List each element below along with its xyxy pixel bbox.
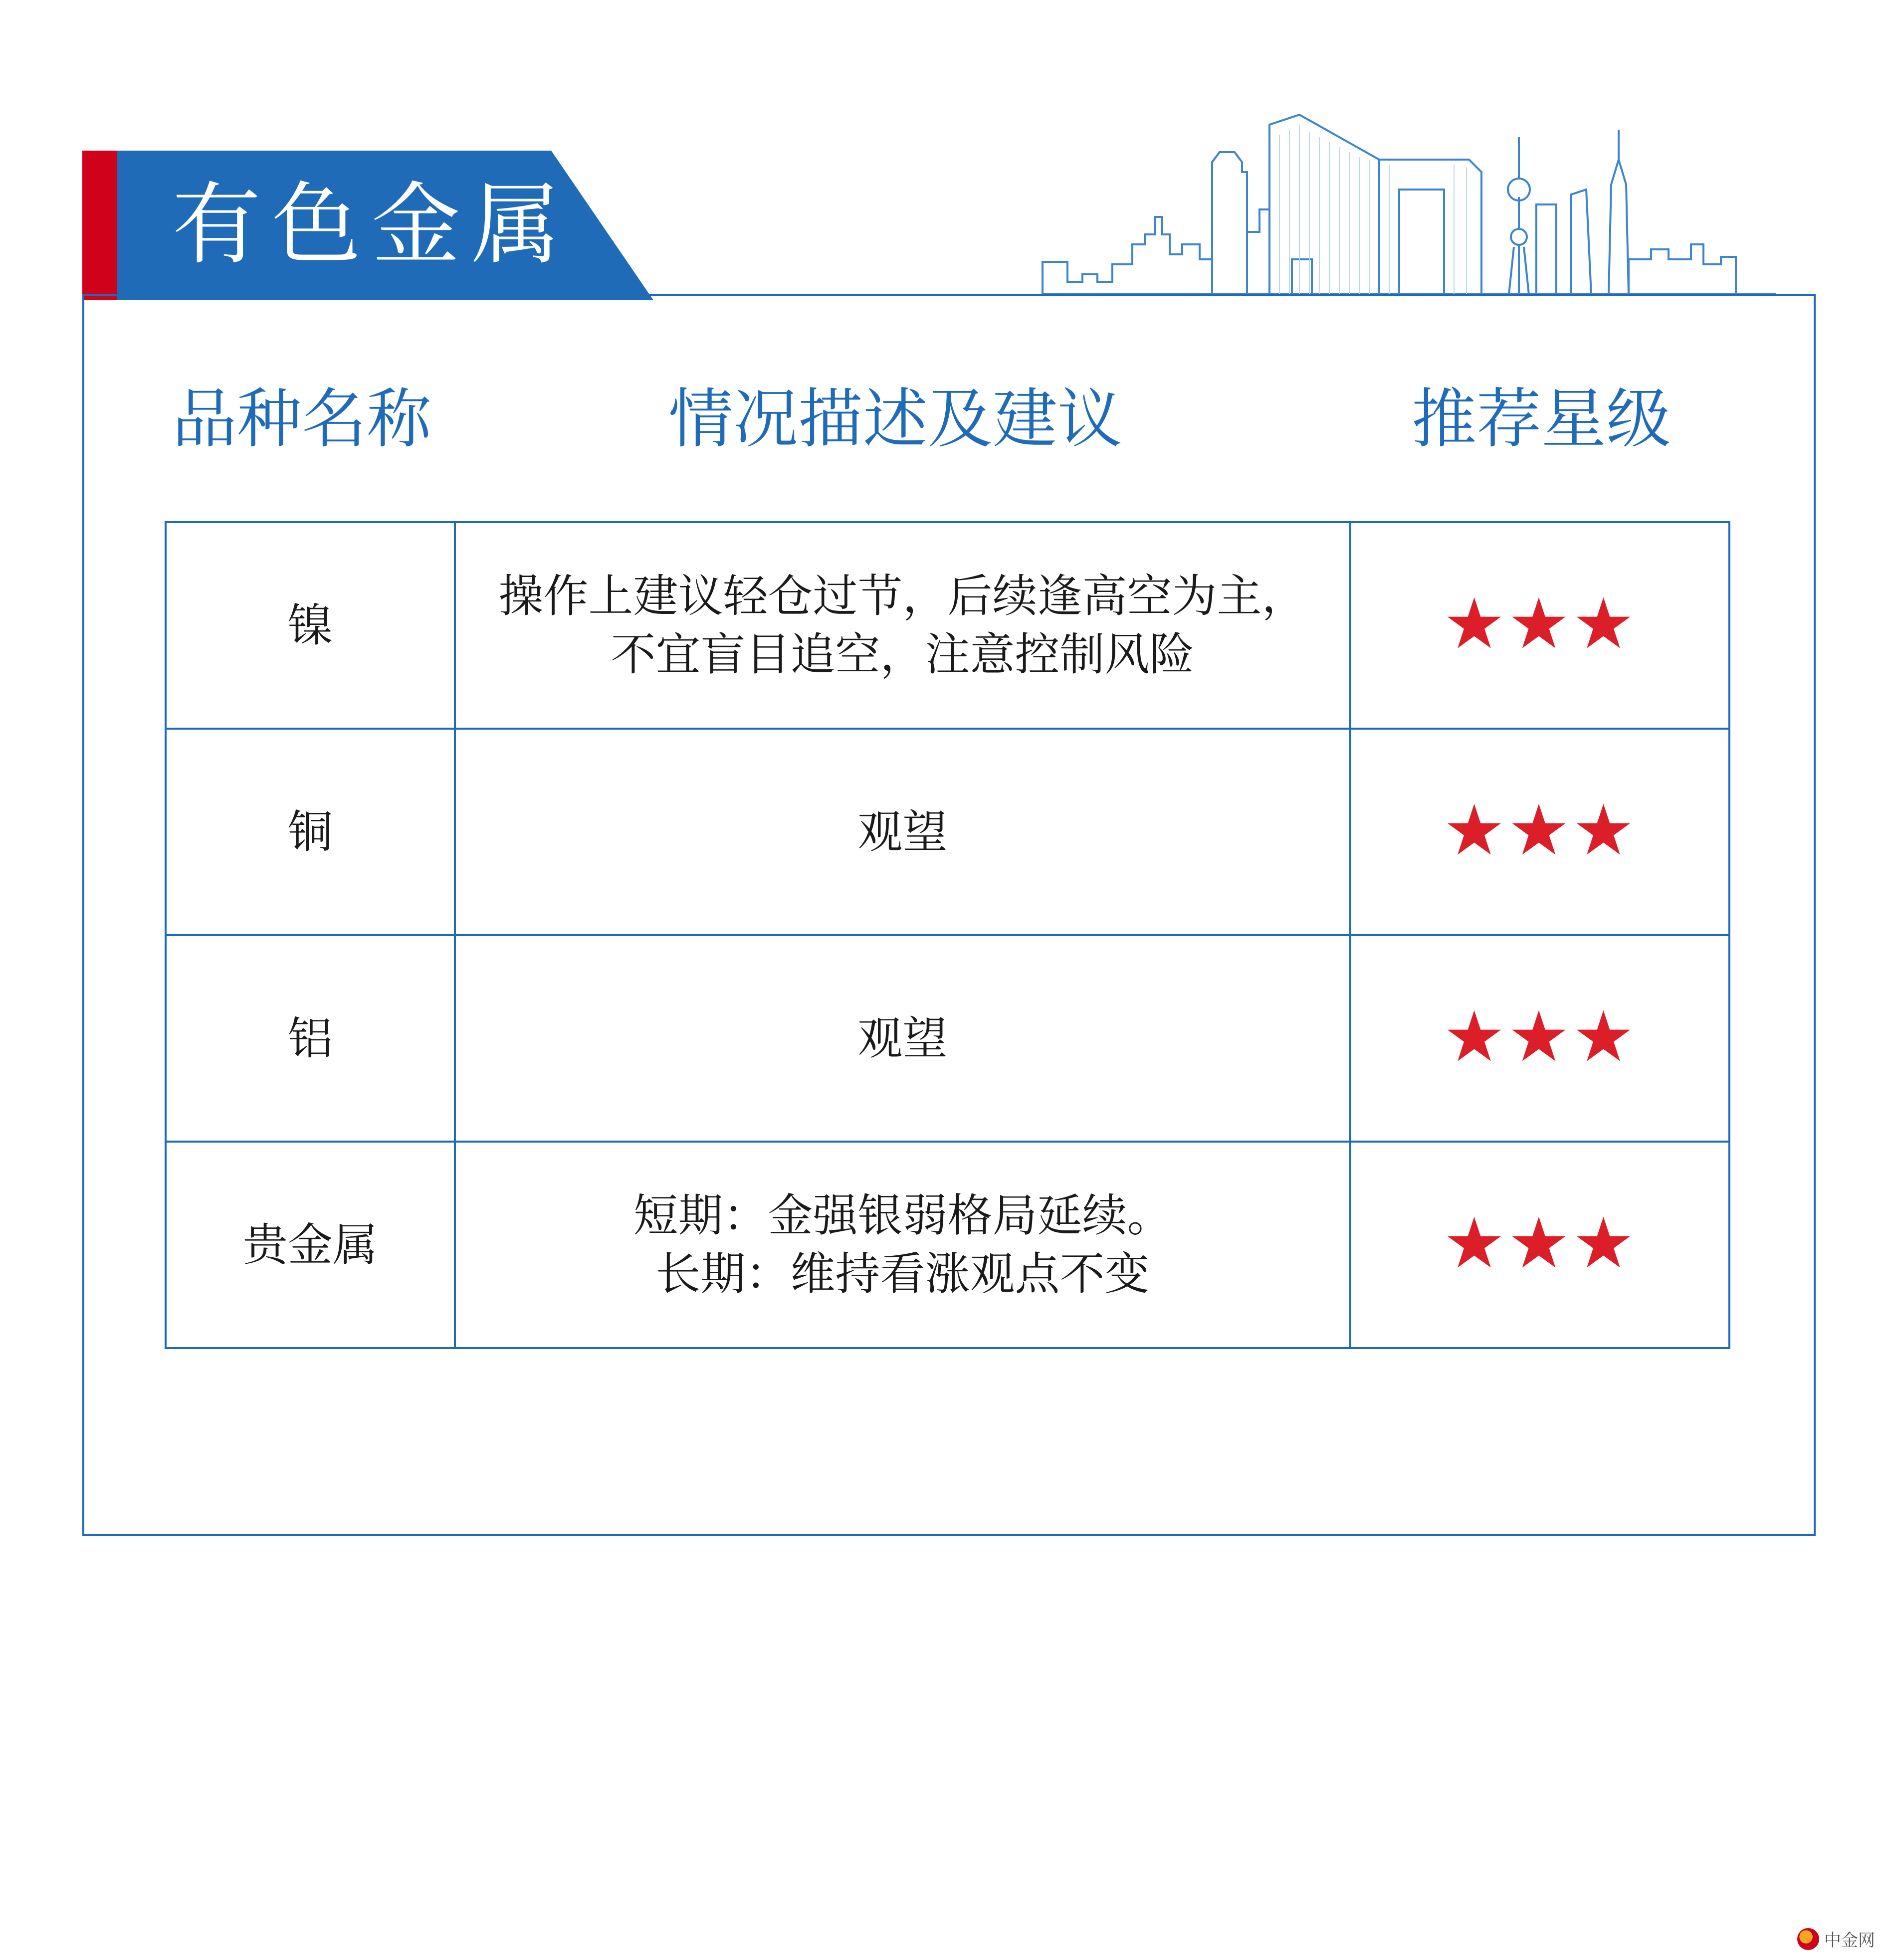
table-row	[166, 729, 1729, 935]
logo-mark-icon	[1797, 1928, 1819, 1950]
variety-cell: 铝	[166, 935, 455, 1142]
description-cell	[455, 522, 1350, 729]
description-line: 不宜盲目追空，注意控制风险	[611, 628, 1195, 681]
table-row	[166, 1142, 1729, 1348]
title-banner	[82, 151, 653, 300]
description-line: 观望	[857, 1012, 948, 1065]
site-logo	[1797, 1927, 1875, 1951]
variety-cell: 铜	[166, 729, 455, 935]
city-skyline-illustration	[1033, 110, 1776, 299]
variety-cell: 贵金属	[166, 1142, 455, 1348]
description-line: 观望	[857, 805, 948, 858]
column-header-rating: 推荐星级	[1411, 381, 1672, 457]
star-rating-icon: ★★★	[1443, 996, 1637, 1078]
table-row	[166, 935, 1729, 1142]
variety-cell: 镍	[166, 522, 455, 729]
description-cell	[455, 1142, 1350, 1348]
table-row	[166, 522, 1729, 729]
column-header-description: 情况描述及建议	[668, 381, 1123, 457]
description-cell	[455, 729, 1350, 935]
rating-cell	[1350, 522, 1729, 729]
rating-cell	[1350, 935, 1729, 1142]
star-rating-icon: ★★★	[1443, 1202, 1637, 1284]
description-cell	[455, 935, 1350, 1142]
description-line: 操作上建议轻仓过节，后续逢高空为主，	[498, 570, 1307, 622]
star-rating-icon: ★★★	[1443, 789, 1637, 871]
description-line: 短期：金强银弱格局延续。	[633, 1189, 1172, 1242]
rating-cell	[1350, 1142, 1729, 1348]
column-header-variety: 品种名称	[172, 381, 432, 457]
recommendation-table	[165, 521, 1730, 1349]
page-title: 有色金属	[172, 173, 571, 276]
logo-text: 中金网	[1824, 1931, 1875, 1951]
rating-cell	[1350, 729, 1729, 935]
star-rating-icon: ★★★	[1443, 583, 1637, 665]
description-line: 长期：维持看涨观点不变	[655, 1248, 1150, 1300]
